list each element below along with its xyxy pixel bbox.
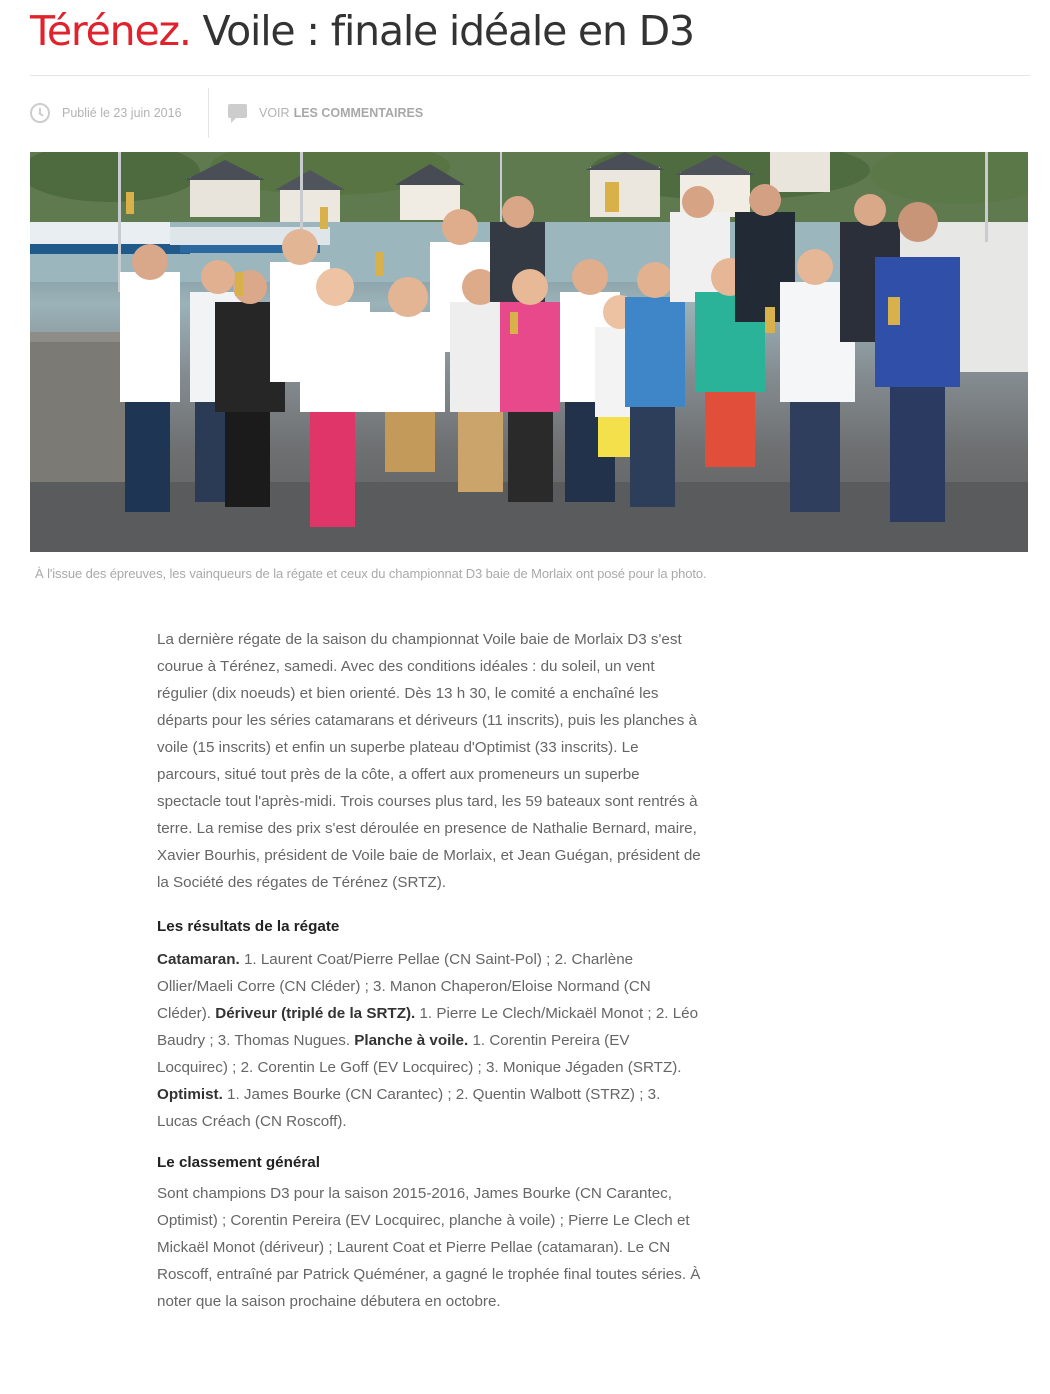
- title-divider: [30, 75, 1030, 76]
- results-paragraph: [157, 946, 702, 1135]
- classement-heading: Le classement général: [157, 1154, 320, 1171]
- deriveur-label: Dériveur (triplé de la SRTZ).: [215, 1005, 416, 1022]
- planche-results: 1. Corentin Pereira (EV Locquirec) ; 2. Corentin Le Goff (EV Locquirec) ; 3. Monique Jégaden (SRTZ).: [157, 1032, 682, 1076]
- photo-of-prize-winners: [30, 152, 1028, 552]
- catamaran-results: 1. Laurent Coat/Pierre Pellae (CN Saint-Pol) ; 2. Charlène Ollier/Maeli Corre (CN Cléder) ; 3. Manon Chaperon/Eloise Normand (CN Cléder).: [157, 951, 651, 1022]
- title-place: Térénez.: [30, 7, 191, 55]
- publish-date: [30, 88, 182, 138]
- optimist-results: 1. James Bourke (CN Carantec) ; 2. Quentin Walbott (STRZ) ; 3. Lucas Créach (CN Roscoff).: [157, 1086, 661, 1130]
- clock-icon: [30, 103, 50, 123]
- classement-paragraph: Sont champions D3 pour la saison 2015-2016, James Bourke (CN Carantec, Optimist) ; Corentin Pereira (EV Locquirec, planche à voile) ; Pierre Le Clech et Mickaël Monot (dériveur) ; Laurent Coat et Pierre Pellae (catamaran). Le CN Roscoff, entraîné par Patrick Quéméner, a gagné le trophée final toutes séries. À noter que la saison prochaine débutera en octobre.: [157, 1185, 701, 1310]
- deriveur-results: 1. Pierre Le Clech/Mickaël Monot ; 2. Léo Baudry ; 3. Thomas Nugues.: [157, 1005, 699, 1049]
- view-comments-link[interactable]: [228, 88, 423, 138]
- optimist-label: Optimist.: [157, 1086, 223, 1103]
- title-main: Voile : finale idéale en D3: [202, 7, 694, 55]
- comments-label: LES COMMENTAIRES: [293, 106, 424, 120]
- comment-icon: [228, 104, 247, 118]
- comments-prefix: VOIR: [259, 106, 290, 120]
- planche-label: Planche à voile.: [354, 1032, 469, 1049]
- publish-date-text: Publié le 23 juin 2016: [62, 106, 182, 120]
- article-photo: [30, 152, 1028, 552]
- page-title: [30, 4, 694, 58]
- catamaran-label: Catamaran.: [157, 951, 240, 968]
- article-intro: La dernière régate de la saison du championnat Voile baie de Morlaix D3 s'est courue à Térénez, samedi. Avec des conditions idéales : du soleil, un vent régulier (dix noeuds) et bien orienté. Dès 13 h 30, le comité a enchaîné les départs pour les séries catamarans et dériveurs (11 inscrits), puis les planches à voile (15 inscrits) et enfin un superbe plateau d'Optimist (33 inscrits). Le parcours, situé tout près de la côte, a offert aux promeneurs un superbe spectacle tout l'après-midi. Trois courses plus tard, les 59 bateaux sont rentrés à terre. La remise des prix s'est déroulée en presence de Nathalie Bernard, maire, Xavier Bourhis, président de Voile baie de Morlaix, et Jean Guégan, président de la Société des régates de Térénez (SRTZ).: [157, 631, 701, 891]
- meta-separator: [208, 88, 209, 138]
- results-heading: Les résultats de la régate: [157, 918, 340, 935]
- article-meta: [30, 88, 1030, 138]
- photo-caption: À l'issue des épreuves, les vainqueurs de la régate et ceux du championnat D3 baie de Morlaix ont posé pour la photo.: [35, 566, 707, 581]
- article-body: [157, 626, 702, 1315]
